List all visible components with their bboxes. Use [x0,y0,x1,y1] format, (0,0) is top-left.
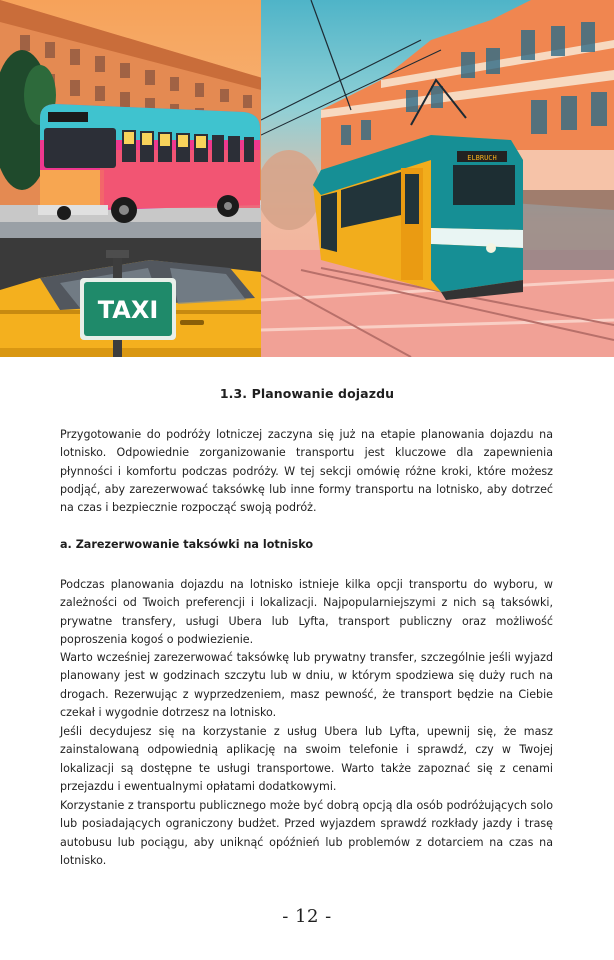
body-paragraph: Korzystanie z transportu publicznego może być dobrą opcją dla osób podróżujących solo lub posiadających ograniczony budżet. Przed wyjazdem sprawdź rozkłady jazdy i trasę autobusu lub pociągu, aby uniknąć opóźnień lub problemów z dotarciem na czas na lotnisko. [60,799,553,867]
section-title: 1.3. Planowanie dojazdu [219,386,395,401]
bus-scene [0,0,269,238]
tram-illustration [261,0,614,357]
subsection-title: a. Zarezerwowanie taksówki na lotnisko [60,538,314,551]
page-number: - 12 - [282,906,332,927]
taxi-scene [0,238,261,357]
section-intro-paragraph: Przygotowanie do podróży lotniczej zaczyna się już na etapie planowania dojazdu na lotnisko. Odpowiednie zorganizowanie transportu jest kluczowe dla zapewnienia płynności i komfortu podczas podróży. W tej sekcji omówię różne kroki, które możesz podjąć, aby zarezerwować taksówkę lub inne formy transportu na lotnisko, aby dotrzeć na czas i bezpiecznie rozpocząć swoją podróż. [60,428,553,515]
taxi-illustration [0,238,261,357]
body-paragraph: Warto wcześniej zarezerwować taksówkę lub prywatny transfer, szczególnie jeśli wyjazd planowany jest w godzinach szczytu lub w dniu, w którym spodziewa się duży ruch na drogach. Rezerwując z wyprzedzeniem, masz pewność, że transport będzie na Ciebie czekał i wygodnie dotrzesz na lotnisko. [60,651,553,719]
body-paragraph: Podczas planowania dojazdu na lotnisko istnieje kilka opcji transportu do wyboru, w zależności od Twoich preferencji i lokalizacji. Najpopularniejszymi z nich są taksówki, prywatne transfery, usługi Ubera lub Lyfta, transport publiczny oraz możliwość poproszenia kogoś o podwiezienie. [60,578,553,646]
tram-destination-display: ELBRUCH [467,154,497,162]
hero-illustration [0,0,614,357]
bus-illustration [0,0,269,238]
tram-scene [261,0,614,357]
body-paragraph: Jeśli decydujesz się na korzystanie z usług Ubera lub Lyfta, upewnij się, że masz zainstalowaną odpowiednią aplikację na swoim telefonie i sprawdź, czy w Twojej lokalizacji są dostępne te usługi transportowe. Warto także zapoznać się z cenami przejazdu i ewentualnymi opłatami dodatkowymi. [60,725,553,793]
taxi-sign-text: TAXI [97,296,159,324]
